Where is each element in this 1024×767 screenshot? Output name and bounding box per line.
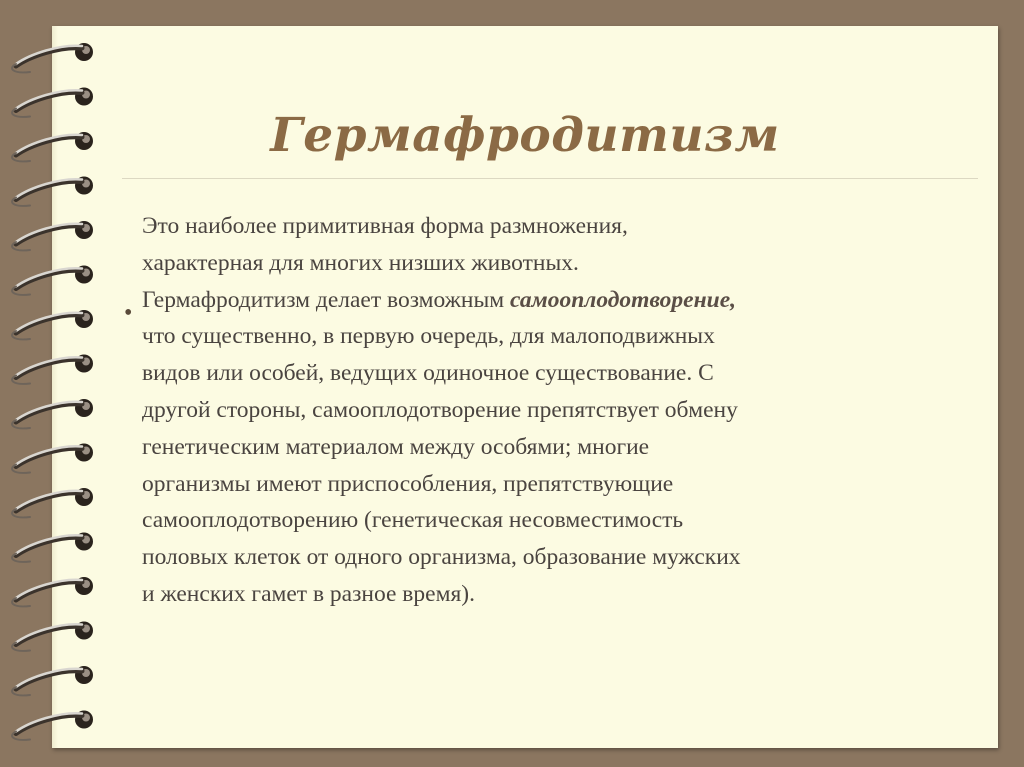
body-line: что существенно, в первую очередь, для малоподвижных <box>142 323 715 350</box>
spiral-ring-icon <box>12 132 93 161</box>
spiral-ring-icon <box>12 310 93 339</box>
body-line: генетическим материалом между особями; многие <box>142 433 650 460</box>
spiral-ring-icon <box>12 666 93 695</box>
spiral-ring-icon <box>12 43 93 72</box>
spiral-ring-icon <box>12 355 93 384</box>
body-line: половых клеток от одного организма, образование мужских <box>142 544 741 571</box>
slide-title: Гермафродитизм <box>270 108 780 163</box>
title-divider <box>122 178 978 179</box>
spiral-ring-icon <box>12 88 93 117</box>
bullet-mark: • <box>124 300 133 326</box>
emphasized-term: самооплодотворение, <box>510 286 737 313</box>
body-line: Гермафродитизм делает возможным <box>142 286 511 313</box>
body-line: самооплодотворению (генетическая несовместимость <box>142 507 684 534</box>
spiral-ring-icon <box>12 266 93 295</box>
spiral-binding <box>0 0 110 767</box>
spiral-ring-icon <box>12 577 93 606</box>
body-line: другой стороны, самооплодотворение препятствует обмену <box>142 396 738 423</box>
spiral-ring-icon <box>12 221 93 250</box>
notebook-page <box>52 26 998 748</box>
body-paragraph <box>142 208 972 613</box>
body-line: характерная для многих низших животных. <box>142 249 579 276</box>
body-line: видов или особей, ведущих одиночное существование. С <box>142 360 714 387</box>
spiral-ring-icon <box>12 711 93 740</box>
body-line: Это наиболее примитивная форма размножения, <box>142 213 628 239</box>
spiral-ring-icon <box>12 622 93 651</box>
spiral-ring-icon <box>12 399 93 428</box>
spiral-ring-icon <box>12 533 93 562</box>
spiral-ring-icon <box>12 488 93 517</box>
body-line: организмы имеют приспособления, препятствующие <box>142 470 674 497</box>
spiral-ring-icon <box>12 444 93 473</box>
body-line: и женских гамет в разное время). <box>142 580 475 607</box>
spiral-ring-icon <box>12 177 93 206</box>
